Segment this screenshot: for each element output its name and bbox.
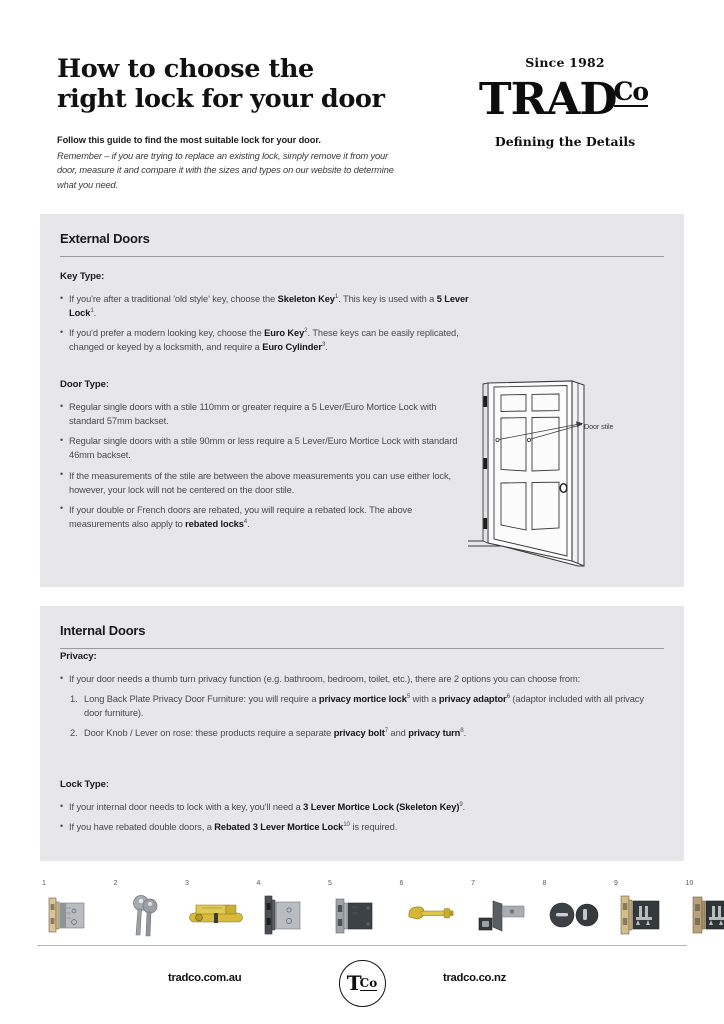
page-title: How to choose the right lock for your door bbox=[57, 54, 385, 114]
door-diagram-svg bbox=[466, 378, 676, 578]
section-internal-doors bbox=[40, 606, 684, 861]
5-lever-mortice-lock-icon bbox=[44, 891, 102, 939]
key-type-label: Key Type: bbox=[60, 271, 105, 282]
list-item: 2. Door Knob / Lever on rose: these products require a separate privacy bolt$^7$ and privacy turn$^8$. bbox=[80, 726, 660, 740]
lock-type-label: Lock Type: bbox=[60, 779, 109, 790]
key-type-bullets bbox=[60, 292, 490, 361]
rebated-lock-icon bbox=[330, 891, 388, 939]
door-stile-label: Door stile bbox=[584, 422, 614, 431]
privacy-label: Privacy: bbox=[60, 651, 97, 662]
privacy-bullets bbox=[60, 672, 660, 686]
product-number: 7 bbox=[471, 880, 475, 887]
product-euro-mortice-lock bbox=[255, 880, 319, 942]
external-doors-heading: External Doors bbox=[60, 231, 150, 246]
page-header bbox=[0, 0, 724, 200]
footer-divider bbox=[37, 945, 687, 946]
section-divider bbox=[60, 256, 664, 257]
product-5-lever-mortice-lock bbox=[40, 880, 104, 942]
product-euro-cylinder bbox=[183, 880, 247, 942]
list-item: • If your double or French doors are rebated, you will require a rebated lock. The above measurements also apply to rebated locks$^4$. bbox=[60, 503, 460, 531]
list-item: • If your door needs a thumb turn privacy function (e.g. bathroom, bedroom, toilet, etc.), there are 2 options you can choose from: bbox=[60, 672, 660, 686]
3-lever-mortice-lock-icon bbox=[616, 891, 674, 939]
product-number: 4 bbox=[256, 880, 261, 887]
door-type-bullets bbox=[60, 400, 460, 537]
logo-word-main: TRAD bbox=[478, 74, 617, 125]
door-stile-diagram bbox=[466, 378, 676, 578]
list-item: • If the measurements of the stile are between the above measurements you can use either lock, however, your lock will not be centered on the door stile. bbox=[60, 469, 460, 497]
list-item: • Regular single doors with a stile 110mm or greater require a 5 Lever/Euro Mortice Lock with standard 57mm backset. bbox=[60, 400, 460, 428]
footer-link-nz[interactable]: tradco.co.nz bbox=[443, 972, 506, 984]
rebated-3-lever-mortice-lock-icon bbox=[688, 891, 724, 939]
footer-logo-co: Co bbox=[359, 976, 378, 990]
logo-wordmark bbox=[455, 74, 675, 125]
product-number: 10 bbox=[685, 880, 694, 887]
logo-word-co: Co bbox=[613, 77, 649, 106]
internal-doors-heading: Internal Doors bbox=[60, 623, 146, 638]
product-3-lever-mortice-lock bbox=[612, 880, 676, 942]
footer-link-au[interactable]: tradco.com.au bbox=[168, 972, 242, 984]
privacy-turn-icon bbox=[545, 891, 603, 939]
list-item: 1. Long Back Plate Privacy Door Furniture: you will require a privacy mortice lock$^5$ with a privacy adaptor$^6$ (adaptor included with all privacy door furniture). bbox=[80, 692, 660, 720]
list-item: • If your internal door needs to lock with a key, you'll need a 3 Lever Mortice Lock (Skeleton Key)$^9$. bbox=[60, 800, 660, 814]
product-number: 5 bbox=[328, 880, 332, 887]
section-divider bbox=[60, 648, 664, 649]
product-privacy-adaptor bbox=[398, 880, 462, 942]
logo-tagline: Defining the Details bbox=[494, 134, 636, 149]
product-reference-strip bbox=[40, 880, 694, 942]
list-item: • If you'd prefer a modern looking key, choose the Euro Key$^2$. These keys can be easily replicated, changed or keyed by a locksmith, and require a Euro Cylinder$^3$. bbox=[60, 326, 490, 354]
brand-logo bbox=[455, 55, 675, 149]
privacy-options bbox=[60, 692, 660, 740]
product-rebated-3-lever-mortice-lock bbox=[684, 880, 724, 942]
euro-mortice-lock-icon bbox=[259, 891, 317, 939]
intro-note: Remember – if you are trying to replace an existing lock, simply remove it from your door, measure it and compare it with the sizes and types on our website to determine what you need. bbox=[57, 151, 394, 190]
door-type-label: Door Type: bbox=[60, 379, 109, 390]
logo-since-text: Since 1982 bbox=[525, 55, 605, 70]
product-number: 6 bbox=[399, 880, 404, 887]
product-privacy-turn bbox=[541, 880, 605, 942]
product-skeleton-keys bbox=[112, 880, 176, 942]
footer-logo bbox=[339, 960, 386, 1007]
footer-logo-t: T bbox=[346, 971, 361, 995]
product-privacy-bolt bbox=[469, 880, 533, 942]
product-number: 8 bbox=[542, 880, 547, 887]
privacy-adaptor-icon bbox=[402, 891, 460, 939]
lock-type-bullets bbox=[60, 800, 660, 840]
privacy-content bbox=[60, 672, 660, 747]
product-number: 3 bbox=[185, 880, 189, 887]
product-number: 2 bbox=[113, 880, 118, 887]
intro-lead: Follow this guide to find the most suitable lock for your door. bbox=[57, 135, 321, 145]
list-item: • Regular single doors with a stile 90mm or less require a 5 Lever/Euro Mortice Lock with standard 46mm backset. bbox=[60, 434, 460, 462]
product-number: 1 bbox=[42, 880, 46, 887]
list-item: • If you're after a traditional 'old style' key, choose the Skeleton Key$^1$. This key is used with a 5 Lever Lock$^1$. bbox=[60, 292, 490, 320]
privacy-bolt-icon bbox=[473, 891, 531, 939]
skeleton-keys-icon bbox=[116, 891, 174, 939]
product-number: 9 bbox=[614, 880, 618, 887]
list-item: • If you have rebated double doors, a Rebated 3 Lever Mortice Lock$^{10}$ is required. bbox=[60, 820, 660, 834]
euro-cylinder-icon bbox=[187, 891, 245, 939]
product-rebated-lock bbox=[326, 880, 390, 942]
